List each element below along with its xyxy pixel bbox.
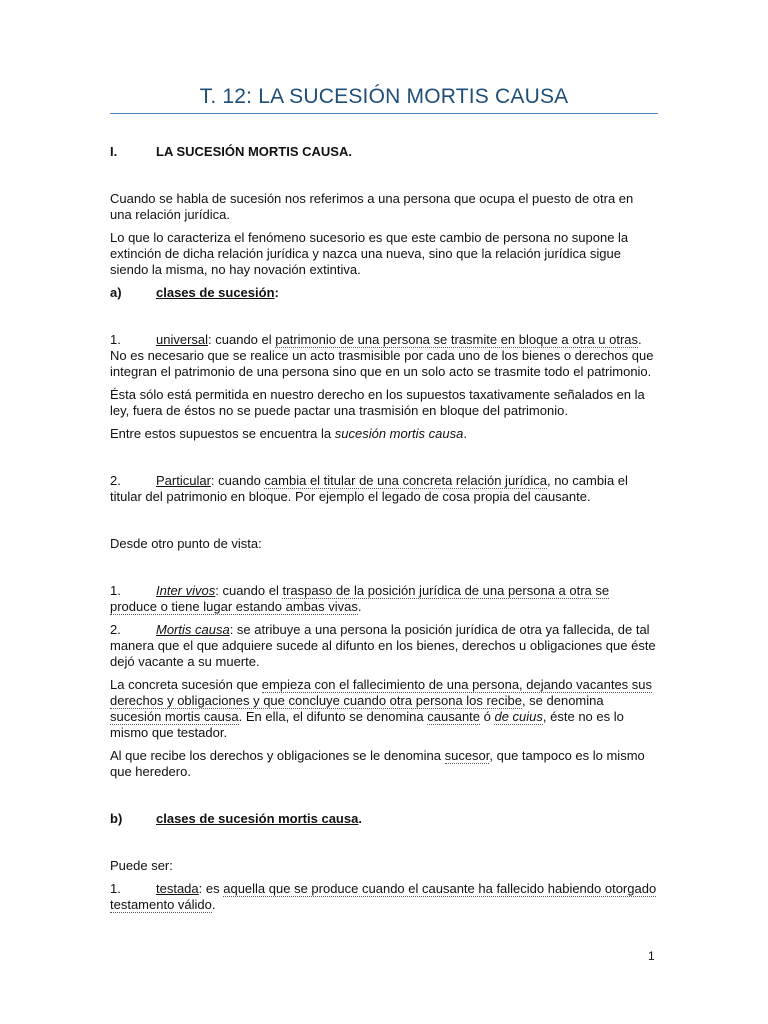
- list-item-inter-vivos: 1. Inter vivos: cuando el traspaso de la posición jurídica de una persona a otra se produce o tiene lugar estando ambas vivas.: [110, 583, 610, 614]
- paragraph-among-cases: Entre estos supuestos se encuentra la sucesión mortis causa.: [110, 426, 467, 441]
- list-item-universal: 1. universal: cuando el patrimonio de una persona se trasmite en bloque a otra u otras. No es necesario que se realice un acto trasmisible por cada uno de los bienes o derechos que integran el patrimonio de una persona sino que en un solo acto se trasmite todo el patrimonio.: [110, 332, 654, 379]
- paragraph-successor: Al que recibe los derechos y obligaciones se le denomina sucesor, que tampoco es lo mismo que heredero.: [110, 748, 645, 779]
- paragraph-legal-cases: Ésta sólo está permitida en nuestro derecho en los supuestos taxativamente señalados en la ley, fuera de éstos no se puede pactar una trasmisión en bloque del patrimonio.: [110, 387, 645, 418]
- paragraph-concrete-succession: La concreta sucesión que empieza con el fallecimiento de una persona, dejando vacantes sus derechos y obligaciones y que concluye cuando otra persona los recibe, se denomina sucesión mortis causa. En ella, el difunto se denomina causante ó de cuius, éste no es lo mismo que testador.: [110, 677, 653, 740]
- paragraph-definition: Cuando se habla de sucesión nos referimos a una persona que ocupa el puesto de otra en una relación jurídica.: [110, 191, 634, 222]
- paragraph-characteristic: Lo que lo caracteriza el fenómeno sucesorio es que este cambio de persona no supone la extinción de dicha relación jurídica y nazca una nueva, sino que la relación jurídica sigue siendo la misma, no hay novación extintiva.: [110, 230, 629, 277]
- list-item-mortis-causa: 2. Mortis causa: se atribuye a una persona la posición jurídica de otra ya fallecida, de tal manera que el que adquiere sucede al difunto en los bienes, derechos u obligaciones que éste dejó vacante a su muerte.: [110, 622, 656, 669]
- document-title: T. 12: LA SUCESIÓN MORTIS CAUSA: [199, 85, 569, 108]
- list-item-particular: 2. Particular: cuando cambia el titular de una concreta relación jurídica, no cambia el titular del patrimonio en bloque. Por ejemplo el legado de cosa propia del causante.: [110, 473, 628, 504]
- paragraph-other-view: Desde otro punto de vista:: [110, 536, 262, 551]
- section-heading-i: I. LA SUCESIÓN MORTIS CAUSA.: [110, 144, 352, 159]
- list-item-testada: 1. testada: es aquella que se produce cuando el causante ha fallecido habiendo otorgado testamento válido.: [110, 881, 657, 912]
- title-underline-rule: [110, 113, 658, 114]
- paragraph-can-be: Puede ser:: [110, 858, 173, 873]
- document-body: [110, 144, 658, 913]
- subheading-b: b) clases de sucesión mortis causa.: [110, 811, 362, 826]
- page-number: 1: [648, 949, 655, 963]
- subheading-a: a) clases de sucesión:: [110, 285, 279, 300]
